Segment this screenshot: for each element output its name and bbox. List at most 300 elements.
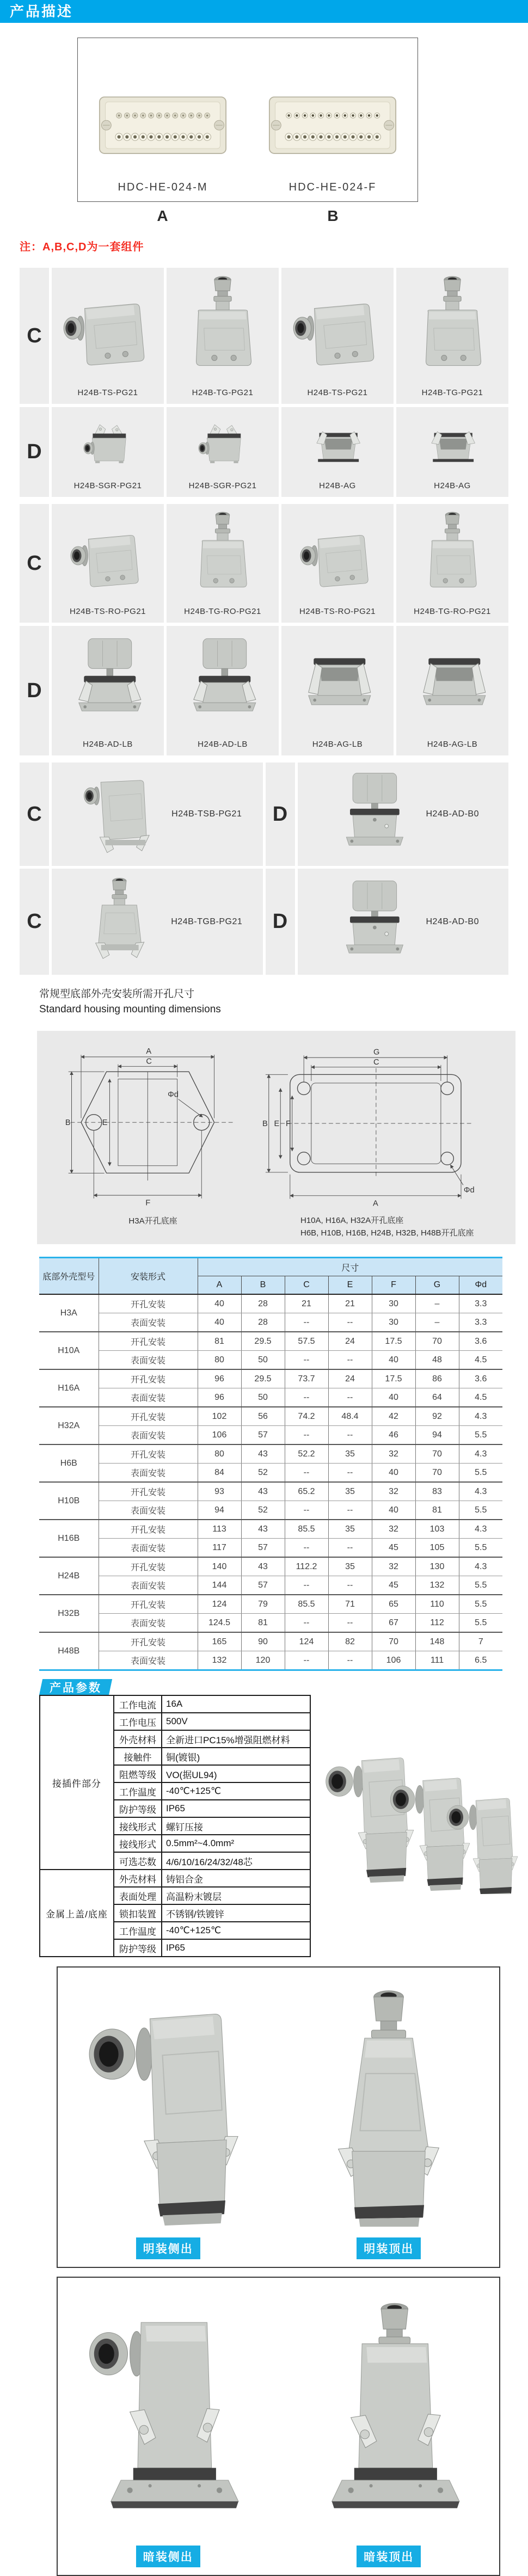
dim-value-cell: -- bbox=[285, 1614, 328, 1633]
product-model-label: H24B-AG-LB bbox=[427, 740, 478, 749]
model-cell: H48B bbox=[39, 1632, 99, 1670]
dim-value-cell: 32 bbox=[372, 1557, 415, 1576]
product-illustration-hood-side bbox=[53, 273, 163, 383]
dim-value-cell: 86 bbox=[415, 1369, 459, 1388]
product-illustration-ag-lb bbox=[286, 631, 389, 735]
product-model-label: H24B-SGR-PG21 bbox=[73, 481, 142, 490]
product-model-label: H24B-AG-LB bbox=[312, 740, 363, 749]
mounting-style-badge: 暗装侧出 bbox=[136, 2546, 200, 2567]
product-illustration-hood-side bbox=[283, 273, 392, 383]
param-key: 可选芯数 bbox=[114, 1852, 162, 1870]
param-value: 0.5mm²~4.0mm² bbox=[162, 1835, 310, 1852]
dim-value-cell: 70 bbox=[415, 1464, 459, 1483]
product-cell bbox=[52, 268, 164, 404]
dim-value-cell: 35 bbox=[328, 1557, 372, 1576]
hero-product-female bbox=[248, 38, 418, 201]
svg-text:G: G bbox=[373, 1048, 380, 1057]
param-value: -40℃+125℃ bbox=[162, 1922, 310, 1939]
mounting-title-en: Standard housing mounting dimensions bbox=[39, 1003, 221, 1015]
dim-value-cell: 4.5 bbox=[459, 1388, 502, 1407]
dim-value-cell: 21 bbox=[328, 1294, 372, 1313]
dim-value-cell: 40 bbox=[372, 1464, 415, 1483]
rect-flange-drawing bbox=[259, 1038, 488, 1214]
col-header-dim-Φd: Φd bbox=[459, 1276, 502, 1295]
param-value: 500V bbox=[162, 1713, 310, 1730]
param-value: 高温粉末镀层 bbox=[162, 1887, 310, 1904]
mounting-dimensions-table bbox=[39, 1257, 502, 1671]
dim-value-cell: – bbox=[415, 1313, 459, 1332]
product-photo-large bbox=[297, 1987, 480, 2235]
dim-value-cell: -- bbox=[328, 1388, 372, 1407]
dim-value-cell: 43 bbox=[241, 1557, 285, 1576]
dim-value-cell: 85.5 bbox=[285, 1595, 328, 1614]
dim-value-cell: 32 bbox=[372, 1520, 415, 1539]
dim-value-cell: 57 bbox=[241, 1576, 285, 1595]
hero-letter-B: B bbox=[327, 207, 339, 224]
diagram-caption-right-line1: H10A, H16A, H32A开孔底座 bbox=[300, 1216, 404, 1226]
mount-type-cell: 表面安装 bbox=[99, 1576, 198, 1595]
dim-value-cell: 112.2 bbox=[285, 1557, 328, 1576]
dim-value-cell: 24 bbox=[328, 1369, 372, 1388]
row-label-D: D bbox=[20, 407, 49, 497]
mount-type-cell: 开孔安装 bbox=[99, 1444, 198, 1464]
dim-value-cell: -- bbox=[328, 1539, 372, 1558]
svg-text:A: A bbox=[146, 1047, 152, 1056]
dim-value-cell: -- bbox=[328, 1464, 372, 1483]
dim-value-cell: – bbox=[415, 1294, 459, 1313]
dim-value-cell: -- bbox=[328, 1614, 372, 1633]
product-model-label: H24B-TGB-PG21 bbox=[171, 917, 243, 926]
dim-value-cell: 83 bbox=[415, 1482, 459, 1501]
mount-type-cell: 开孔安装 bbox=[99, 1482, 198, 1501]
dim-value-cell: 35 bbox=[328, 1482, 372, 1501]
product-photo bbox=[72, 769, 164, 860]
product-photo bbox=[283, 268, 392, 388]
product-photo-large bbox=[299, 2300, 478, 2543]
product-cell bbox=[167, 407, 279, 497]
product-model-label: H24B-AG bbox=[434, 481, 471, 490]
model-cell: H32A bbox=[39, 1407, 99, 1444]
dim-row bbox=[39, 1444, 502, 1464]
dim-value-cell: 29.5 bbox=[241, 1332, 285, 1351]
dim-row bbox=[39, 1539, 502, 1558]
grid-block bbox=[20, 504, 508, 755]
model-cell: H24B bbox=[39, 1557, 99, 1595]
diagram-caption-right bbox=[300, 1215, 474, 1239]
dim-value-cell: 4.3 bbox=[459, 1407, 502, 1426]
dim-value-cell: 35 bbox=[328, 1520, 372, 1539]
dim-value-cell: 148 bbox=[415, 1632, 459, 1651]
model-cell: H3A bbox=[39, 1294, 99, 1332]
row-label-D: D bbox=[266, 763, 295, 866]
dim-value-cell: -- bbox=[285, 1351, 328, 1370]
product-model-label: H24B-TS-PG21 bbox=[307, 388, 368, 397]
dim-row bbox=[39, 1614, 502, 1633]
param-key: 外壳材料 bbox=[114, 1730, 162, 1748]
dim-value-cell: 43 bbox=[241, 1482, 285, 1501]
product-cell-wide bbox=[52, 869, 263, 975]
param-value: IP65 bbox=[162, 1939, 310, 1957]
dim-value-cell: -- bbox=[328, 1576, 372, 1595]
dim-value-cell: 105 bbox=[415, 1539, 459, 1558]
mount-type-cell: 开孔安装 bbox=[99, 1557, 198, 1576]
dim-value-cell: -- bbox=[285, 1464, 328, 1483]
photo-block-2 bbox=[57, 2277, 500, 2576]
dim-value-cell: 57 bbox=[241, 1426, 285, 1445]
mount-type-cell: 表面安装 bbox=[99, 1351, 198, 1370]
dim-value-cell: 117 bbox=[198, 1539, 241, 1558]
dim-row bbox=[39, 1313, 502, 1332]
dim-value-cell: 93 bbox=[198, 1482, 241, 1501]
param-row bbox=[40, 1695, 310, 1713]
diagram-rect-flange bbox=[259, 1038, 488, 1239]
product-model-label: H24B-AD-B0 bbox=[426, 809, 479, 819]
dim-value-cell: 50 bbox=[241, 1351, 285, 1370]
mounting-title-cn: 常规型底部外壳安装所需开孔尺寸 bbox=[39, 988, 195, 1000]
mounting-heading bbox=[39, 987, 528, 1017]
product-cell bbox=[396, 626, 508, 755]
svg-text:B: B bbox=[262, 1120, 268, 1129]
mount-type-cell: 表面安装 bbox=[99, 1651, 198, 1670]
mounting-style-badge: 暗装顶出 bbox=[357, 2546, 421, 2567]
row-label-D: D bbox=[20, 626, 49, 755]
param-key: 表面处理 bbox=[114, 1887, 162, 1904]
dim-value-cell: 24 bbox=[328, 1332, 372, 1351]
dim-value-cell: -- bbox=[285, 1576, 328, 1595]
mount-type-cell: 表面安装 bbox=[99, 1501, 198, 1520]
dim-value-cell: 40 bbox=[372, 1351, 415, 1370]
dim-value-cell: 80 bbox=[198, 1444, 241, 1464]
product-cell bbox=[281, 407, 394, 497]
grid-row-D bbox=[20, 626, 508, 755]
mount-type-cell: 表面安装 bbox=[99, 1464, 198, 1483]
dim-value-cell: 165 bbox=[198, 1632, 241, 1651]
mounting-style-badge: 明装侧出 bbox=[136, 2237, 200, 2259]
section-header bbox=[0, 0, 528, 23]
dim-value-cell: 17.5 bbox=[372, 1332, 415, 1351]
param-key: 接线形式 bbox=[114, 1817, 162, 1835]
product-model-label: H24B-AD-LB bbox=[83, 740, 133, 749]
param-value: 16A bbox=[162, 1695, 310, 1713]
product-cell bbox=[281, 504, 394, 623]
param-key: 接触件 bbox=[114, 1748, 162, 1765]
param-group-cell: 金属上盖/底座 bbox=[40, 1870, 114, 1957]
param-value: 螺钉压接 bbox=[162, 1817, 310, 1835]
dim-value-cell: 120 bbox=[241, 1651, 285, 1670]
dim-value-cell: 43 bbox=[241, 1520, 285, 1539]
row-label-D: D bbox=[266, 869, 295, 975]
product-photo-big-base-top bbox=[299, 2300, 478, 2541]
product-model-label: H24B-TG-PG21 bbox=[192, 388, 254, 397]
dim-row bbox=[39, 1520, 502, 1539]
param-key: 接线形式 bbox=[114, 1835, 162, 1852]
dim-value-cell: 124 bbox=[285, 1632, 328, 1651]
dim-value-cell: -- bbox=[328, 1351, 372, 1370]
param-key: 锁扣装置 bbox=[114, 1904, 162, 1922]
dim-value-cell: 29.5 bbox=[241, 1369, 285, 1388]
photo-block-1 bbox=[57, 1966, 500, 2268]
dim-value-cell: -- bbox=[285, 1313, 328, 1332]
dim-value-cell: -- bbox=[328, 1651, 372, 1670]
dim-row bbox=[39, 1332, 502, 1351]
dim-value-cell: 81 bbox=[198, 1332, 241, 1351]
dim-value-cell: -- bbox=[285, 1426, 328, 1445]
dim-value-cell: 64 bbox=[415, 1388, 459, 1407]
svg-text:A: A bbox=[373, 1199, 378, 1208]
product-photo bbox=[421, 407, 484, 481]
product-cell bbox=[52, 626, 164, 755]
dim-row bbox=[39, 1388, 502, 1407]
product-photo bbox=[327, 769, 419, 860]
dim-value-cell: 5.5 bbox=[459, 1539, 502, 1558]
dim-value-cell: 92 bbox=[415, 1407, 459, 1426]
param-group-cell: 接插件部分 bbox=[40, 1695, 114, 1870]
dim-value-cell: 67 bbox=[372, 1614, 415, 1633]
dim-row bbox=[39, 1482, 502, 1501]
dim-row bbox=[39, 1426, 502, 1445]
dim-value-cell: 40 bbox=[198, 1294, 241, 1313]
dim-value-cell: 106 bbox=[372, 1651, 415, 1670]
diagram-caption-right-line2: H6B, H10B, H16B, H24B, H32B, H48B开孔底座 bbox=[300, 1228, 474, 1238]
dim-value-cell: 5.5 bbox=[459, 1576, 502, 1595]
dim-value-cell: 70 bbox=[415, 1444, 459, 1464]
dim-value-cell: 124 bbox=[198, 1595, 241, 1614]
dim-value-cell: 5.5 bbox=[459, 1501, 502, 1520]
dim-value-cell: 111 bbox=[415, 1651, 459, 1670]
dim-value-cell: 65 bbox=[372, 1595, 415, 1614]
dim-row bbox=[39, 1464, 502, 1483]
dim-value-cell: 71 bbox=[328, 1595, 372, 1614]
dim-value-cell: 3.3 bbox=[459, 1313, 502, 1332]
model-cell: H10B bbox=[39, 1482, 99, 1520]
dim-value-cell: 35 bbox=[328, 1444, 372, 1464]
dim-value-cell: 3.3 bbox=[459, 1294, 502, 1313]
dim-value-cell: -- bbox=[328, 1501, 372, 1520]
dim-value-cell: 144 bbox=[198, 1576, 241, 1595]
row-label-C: C bbox=[20, 268, 49, 404]
dim-value-cell: 4.5 bbox=[459, 1351, 502, 1370]
dim-value-cell: 132 bbox=[415, 1576, 459, 1595]
h3a-flange-drawing bbox=[63, 1038, 243, 1214]
product-cell bbox=[281, 268, 394, 404]
dim-value-cell: 50 bbox=[241, 1388, 285, 1407]
dim-value-cell: 96 bbox=[198, 1369, 241, 1388]
product-photo-insert-male bbox=[90, 75, 236, 177]
dim-value-cell: 5.5 bbox=[459, 1595, 502, 1614]
dim-value-cell: 6.5 bbox=[475, 1655, 487, 1665]
product-model-label: H24B-TG-RO-PG21 bbox=[414, 607, 491, 616]
product-illustration-sgr bbox=[191, 413, 255, 476]
product-parameters-section bbox=[0, 1679, 528, 1957]
dim-value-cell: 52 bbox=[241, 1501, 285, 1520]
product-illustration-tgb bbox=[72, 876, 163, 968]
hero-product-photo bbox=[90, 75, 236, 177]
param-value: IP65 bbox=[162, 1800, 310, 1817]
param-key: 阻燃等级 bbox=[114, 1765, 162, 1782]
product-illustration-ad-b0 bbox=[327, 876, 419, 968]
hero-section bbox=[0, 38, 528, 225]
col-header-dim-G: G bbox=[415, 1276, 459, 1295]
connector-group-photo bbox=[313, 1731, 520, 1897]
product-illustration-hood-top bbox=[176, 509, 269, 602]
col-header-dim-A: A bbox=[198, 1276, 241, 1295]
dim-value-cell: 30 bbox=[372, 1294, 415, 1313]
dim-value-cell: 17.5 bbox=[372, 1369, 415, 1388]
param-value: 4/6/10/16/24/32/48芯 bbox=[162, 1852, 310, 1870]
section-title: 产品描述 bbox=[10, 3, 73, 20]
product-illustration-hood-top bbox=[406, 509, 499, 602]
product-illustration-hood-side bbox=[62, 509, 154, 602]
dim-value-cell: 81 bbox=[415, 1501, 459, 1520]
col-header-size: 尺寸 bbox=[198, 1258, 502, 1276]
dim-value-cell: 96 bbox=[198, 1388, 241, 1407]
dim-value-cell: 124.5 bbox=[198, 1614, 241, 1633]
product-illustration-sgr bbox=[76, 413, 140, 476]
dim-value-cell: 70 bbox=[372, 1632, 415, 1651]
product-illustration-ag bbox=[421, 413, 484, 476]
dim-value-cell: 21 bbox=[285, 1294, 328, 1313]
product-model-label: H24B-AD-B0 bbox=[426, 917, 479, 926]
mount-type-cell: 表面安装 bbox=[99, 1388, 198, 1407]
dim-value-cell: 140 bbox=[198, 1557, 241, 1576]
param-key: 外壳材料 bbox=[114, 1870, 162, 1887]
dim-value-cell: 28 bbox=[241, 1313, 285, 1332]
product-photo bbox=[306, 407, 370, 481]
param-value: VO(据UL94) bbox=[162, 1765, 310, 1782]
product-photo bbox=[291, 504, 384, 607]
param-value: 铜(镀银) bbox=[162, 1748, 310, 1765]
product-photo-insert-female bbox=[260, 75, 406, 177]
dim-value-cell: 3.6 bbox=[459, 1332, 502, 1351]
mount-type-cell: 开孔安装 bbox=[99, 1332, 198, 1351]
model-cell: H6B bbox=[39, 1444, 99, 1482]
dim-value-cell: 3.6 bbox=[459, 1369, 502, 1388]
product-model-label: H24B-SGR-PG21 bbox=[188, 481, 257, 490]
dim-value-cell: 42 bbox=[372, 1407, 415, 1426]
dim-value-cell: -- bbox=[285, 1651, 328, 1670]
dim-value-cell: 52 bbox=[241, 1464, 285, 1483]
dim-value-cell: 90 bbox=[241, 1632, 285, 1651]
product-photo bbox=[62, 504, 154, 607]
param-row bbox=[40, 1870, 310, 1887]
mount-type-cell: 开孔安装 bbox=[99, 1369, 198, 1388]
param-key: 工作电压 bbox=[114, 1713, 162, 1730]
dim-row bbox=[39, 1576, 502, 1595]
dim-value-cell: 80 bbox=[198, 1351, 241, 1370]
svg-text:Φd: Φd bbox=[463, 1186, 475, 1195]
dim-value-cell: 110 bbox=[415, 1595, 459, 1614]
param-key: 工作温度 bbox=[114, 1782, 162, 1800]
svg-text:F: F bbox=[145, 1198, 151, 1208]
diagram-h3a bbox=[63, 1038, 243, 1226]
dim-row bbox=[39, 1407, 502, 1426]
svg-text:B: B bbox=[65, 1118, 71, 1128]
grid-row-D bbox=[20, 407, 508, 497]
dim-row bbox=[39, 1294, 502, 1313]
product-illustration-ad-lb bbox=[56, 631, 159, 735]
dim-value-cell: 84 bbox=[198, 1464, 241, 1483]
param-key: 防护等级 bbox=[114, 1800, 162, 1817]
param-key: 工作电流 bbox=[114, 1695, 162, 1713]
product-model-label: H24B-TS-PG21 bbox=[77, 388, 138, 397]
product-cell-wide bbox=[52, 763, 263, 866]
product-cell bbox=[52, 504, 164, 623]
dim-value-cell: 57.5 bbox=[285, 1332, 328, 1351]
dim-value-cell: 106 bbox=[198, 1426, 241, 1445]
param-key: 防护等级 bbox=[114, 1939, 162, 1957]
product-photo bbox=[53, 268, 163, 388]
product-photo bbox=[327, 876, 419, 968]
dim-value-cell: 45 bbox=[372, 1539, 415, 1558]
dim-value-cell: 85.5 bbox=[285, 1520, 328, 1539]
product-photo bbox=[176, 504, 269, 607]
product-photo bbox=[406, 504, 499, 607]
dim-value-cell: 94 bbox=[198, 1501, 241, 1520]
dim-value-cell: 40 bbox=[372, 1388, 415, 1407]
dim-value-cell: 52.2 bbox=[285, 1444, 328, 1464]
dim-value-cell: 112 bbox=[415, 1614, 459, 1633]
photo-item bbox=[279, 2278, 500, 2575]
col-header-mount: 安装形式 bbox=[99, 1258, 198, 1295]
product-cell bbox=[281, 626, 394, 755]
dim-value-cell: 74.2 bbox=[285, 1407, 328, 1426]
product-illustration-hood-side bbox=[291, 509, 384, 602]
product-illustration-hood-top bbox=[397, 273, 507, 383]
dim-value-cell: 32 bbox=[372, 1482, 415, 1501]
dim-value-cell: 5.5 bbox=[459, 1464, 502, 1483]
dim-value-cell: 81 bbox=[241, 1614, 285, 1633]
hero-product-photo bbox=[260, 75, 406, 177]
param-value: -40℃+125℃ bbox=[162, 1782, 310, 1800]
dim-value-cell: 79 bbox=[241, 1595, 285, 1614]
product-illustration-hood-top bbox=[168, 273, 278, 383]
dim-value-cell: -- bbox=[285, 1539, 328, 1558]
product-photo bbox=[191, 407, 255, 481]
product-grid bbox=[20, 268, 508, 975]
row-label-C: C bbox=[20, 869, 49, 975]
product-cell bbox=[167, 268, 279, 404]
dim-value-cell: 48.4 bbox=[328, 1407, 372, 1426]
dim-value-cell: 70 bbox=[415, 1332, 459, 1351]
mount-type-cell: 开孔安装 bbox=[99, 1294, 198, 1313]
product-illustration-tsb bbox=[72, 769, 164, 860]
dim-value-cell: 40 bbox=[372, 1501, 415, 1520]
product-cell-wide bbox=[298, 763, 509, 866]
dim-value-cell: 7 bbox=[459, 1632, 502, 1651]
parameters-badge bbox=[39, 1679, 112, 1695]
product-photo bbox=[286, 626, 389, 740]
product-illustration-ad-b0 bbox=[327, 769, 419, 860]
mount-type-cell: 开孔安装 bbox=[99, 1595, 198, 1614]
dim-row bbox=[39, 1369, 502, 1388]
product-model-label: H24B-TG-PG21 bbox=[421, 388, 483, 397]
svg-text:C: C bbox=[373, 1058, 379, 1067]
svg-text:E: E bbox=[274, 1120, 280, 1129]
hero-product-box bbox=[77, 38, 418, 202]
product-illustration-ag bbox=[306, 413, 370, 476]
dim-value-cell: 132 bbox=[198, 1651, 241, 1670]
product-model-label: H24B-TS-RO-PG21 bbox=[299, 607, 376, 616]
product-photo-large bbox=[77, 1987, 260, 2235]
col-header-dim-E: E bbox=[328, 1276, 372, 1295]
wide-grid-row bbox=[20, 763, 508, 866]
product-photo bbox=[401, 626, 504, 740]
dim-value-cell: -- bbox=[328, 1313, 372, 1332]
diagram-caption-left: H3A开孔底座 bbox=[128, 1216, 177, 1226]
dim-value-cell: -- bbox=[328, 1426, 372, 1445]
mount-type-cell: 开孔安装 bbox=[99, 1632, 198, 1651]
hero-product-model: HDC-HE-024-F bbox=[288, 181, 377, 193]
